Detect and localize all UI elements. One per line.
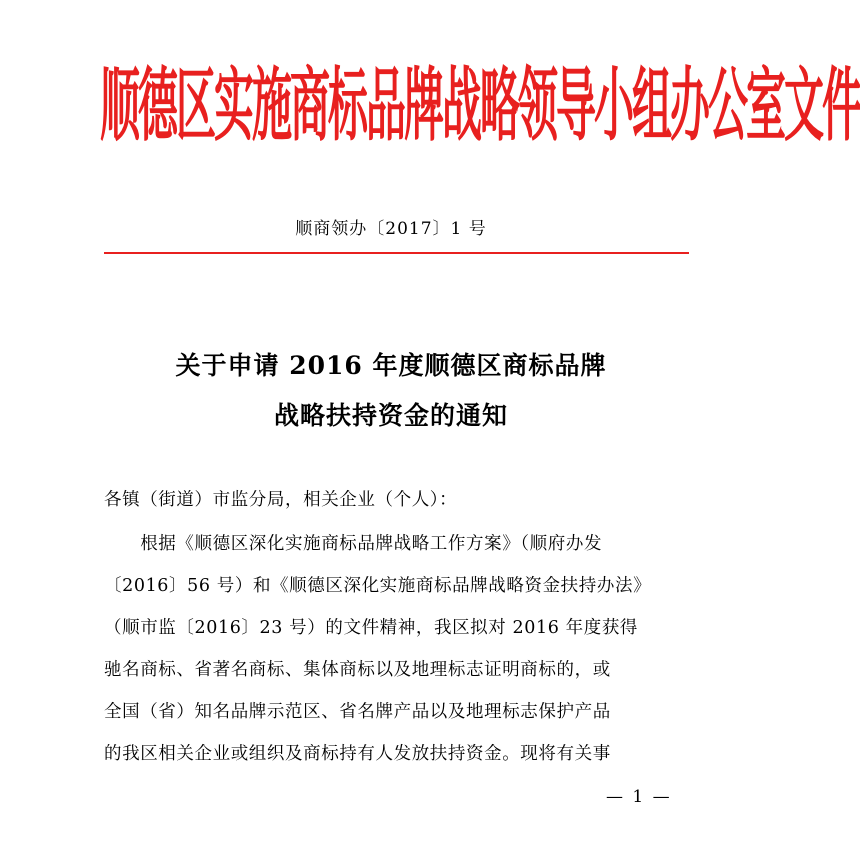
red-divider-line [104,252,689,254]
salutation: 各镇（街道）市监分局，相关企业（个人）： [104,490,458,510]
document-number: 顺商领办〔2017〕1 号 [295,219,487,239]
masthead-title [100,61,860,153]
page-number: — 1 — [606,787,672,807]
notice-title-line-2: 战略扶持资金的通知 [273,401,508,430]
body-line: 〔2016〕56 号）和《顺德区深化实施商标品牌战略资金扶持办法》 [104,576,652,596]
body-line: 全国（省）知名品牌示范区、省名牌产品以及地理标志保护产品 [104,702,611,722]
body-line: 根据《顺德区深化实施商标品牌战略工作方案》（顺府办发 [104,534,603,554]
body-line: 驰名商标、省著名商标、集体商标以及地理标志证明商标的，或 [104,660,611,680]
notice-title-line-1: 关于申请 2016 年度顺德区商标品牌 [175,351,607,380]
body-line: 的我区相关企业或组织及商标持有人发放扶持资金。现将有关事 [104,744,611,764]
masthead-text: 顺德区实施商标品牌战略领导小组办公室文件 [100,61,860,153]
body-line: （顺市监〔2016〕23 号）的文件精神，我区拟对 2016 年度获得 [104,618,639,638]
